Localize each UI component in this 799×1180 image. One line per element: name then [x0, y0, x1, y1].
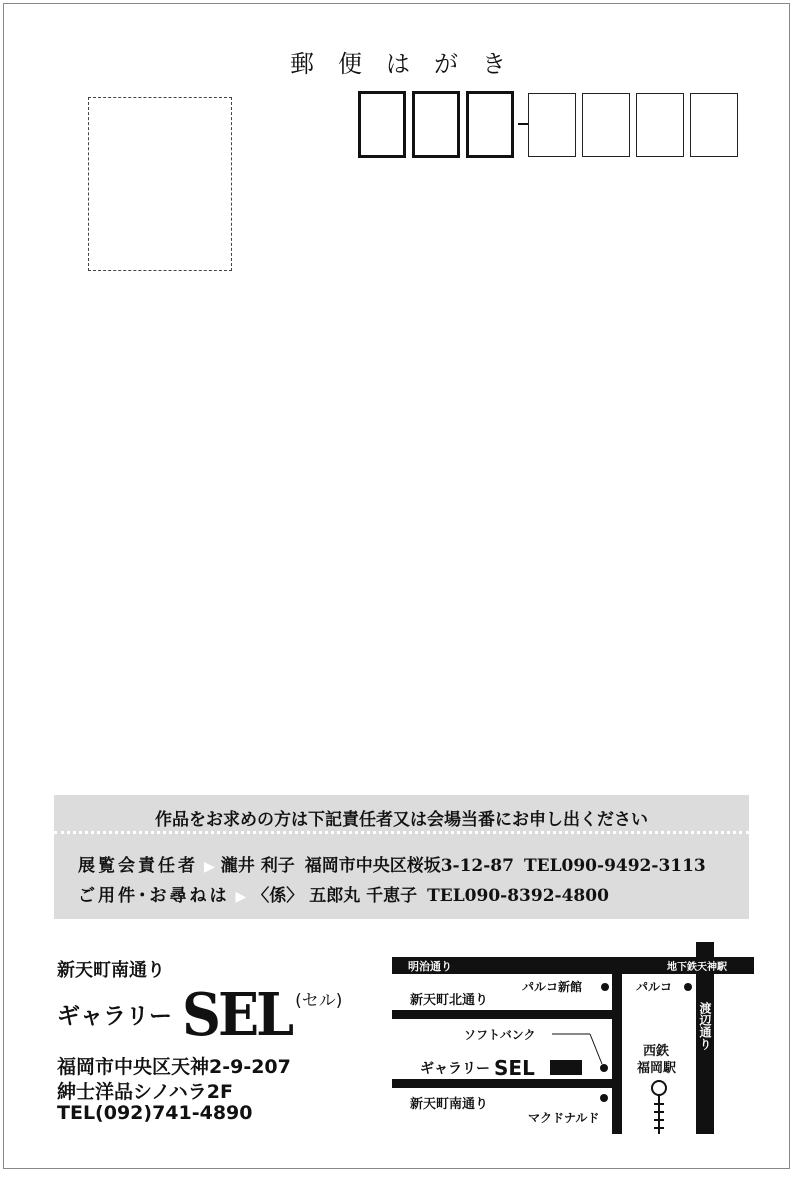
map-gallery-location: [550, 1060, 582, 1075]
postal-code-hyphen: [518, 123, 528, 125]
map-marker-mcdonalds: [600, 1094, 608, 1102]
arrow-icon: ▶: [235, 889, 247, 905]
map-road-side: [612, 957, 622, 1134]
dotted-divider: [54, 831, 749, 834]
map-label-watanabe: 渡辺通り: [698, 1002, 712, 1050]
postal-code-box-5[interactable]: [582, 93, 630, 157]
map-label-gallery-logo: SEL: [494, 1056, 535, 1080]
gallery-street: 新天町南通り: [57, 960, 165, 981]
postcard-title: 郵便はがき: [290, 50, 530, 78]
map-marker-parco-new: [601, 983, 609, 991]
gallery-address-line-1: 福岡市中央区天神2-9-207: [57, 1056, 291, 1078]
map-label-south-street: 新天町南通り: [410, 1097, 489, 1112]
gallery-name: ギャラリー: [57, 1003, 172, 1030]
map-road-south: [392, 1079, 612, 1088]
postal-code-box-7[interactable]: [690, 93, 738, 157]
inquiry-name: 〈係〉 五郎丸 千恵子: [252, 886, 418, 906]
map-road-north: [392, 1010, 612, 1019]
inquiry-tel: TEL090-8392-4800: [427, 886, 609, 906]
contact-info-panel: [54, 795, 749, 919]
postal-code-box-6[interactable]: [636, 93, 684, 157]
map-marker-parco: [684, 983, 692, 991]
manager-tel: TEL090-9492-3113: [523, 856, 706, 876]
map-label-parco-new: パルコ新館: [522, 980, 583, 994]
info-row-inquiry: [78, 881, 619, 906]
manager-name: 瀧井 利子: [220, 856, 295, 876]
postal-code-box-2[interactable]: [412, 91, 460, 158]
info-row-manager: [78, 851, 716, 876]
gallery-reading: (セル): [295, 991, 343, 1011]
gallery-block: [57, 956, 343, 1124]
map-label-parco: パルコ: [636, 980, 673, 994]
gallery-logo: SEL: [182, 978, 292, 1050]
map-label-north-street: 新天町北通り: [410, 993, 489, 1008]
access-map: [392, 942, 762, 1137]
info-row-label: 展覧会責任者: [78, 856, 198, 876]
map-label-gallery: ギャラリー: [420, 1061, 490, 1077]
postcard: [3, 3, 790, 1169]
postal-code-box-3[interactable]: [466, 91, 514, 158]
map-label-nishitetsu: 西鉄: [643, 1044, 670, 1059]
map-label-subway: 地下鉄天神駅: [667, 962, 727, 973]
info-row-label: ご用件･お尋ねは: [78, 886, 230, 906]
train-station-icon: [652, 1081, 666, 1095]
map-label-nishitetsu-station: 福岡駅: [637, 1061, 677, 1076]
map-label-meiji: 明治通り: [408, 960, 452, 973]
manager-address: 福岡市中央区桜坂3-12-87: [304, 856, 514, 876]
map-leader-line: [590, 1034, 602, 1064]
postal-code-box-1[interactable]: [358, 91, 406, 158]
map-label-softbank: ソフトバンク: [464, 1028, 536, 1042]
gallery-tel: TEL(092)741-4890: [57, 1102, 253, 1124]
info-headline: 作品をお求めの方は下記責任者又は会場当番にお申し出ください: [155, 810, 648, 830]
postal-code-box-4[interactable]: [528, 93, 576, 157]
map-marker-softbank: [600, 1064, 608, 1072]
arrow-icon: ▶: [204, 859, 215, 875]
gallery-name-row: [57, 978, 343, 1050]
map-label-mcdonalds: マクドナルド: [528, 1111, 600, 1125]
stamp-area: [88, 97, 232, 271]
gallery-address-line-2: 紳士洋品シノハラ2F: [57, 1081, 233, 1103]
